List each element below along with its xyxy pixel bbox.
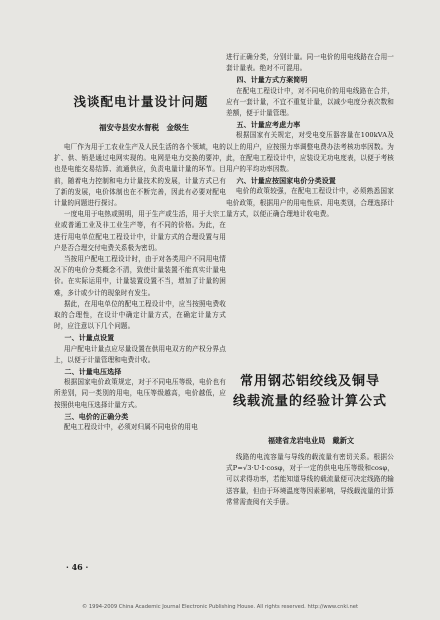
body-paragraph: 用户配电计量点应尽量设置在供用电双方的产权分界点上，以便于计量管理和电费计收。 (54, 344, 226, 364)
article2-title (226, 372, 394, 412)
section-heading: 五、计量应考虑力率 (236, 120, 301, 130)
body-paragraph: 根据国家有关规定，对受电变压器容量在100kVA及以上的用户，应按照力率调整电费办法考核功率因数。为此，在配电工程设计中，应装设无功电度表，以便于考核用户的平均功率因数。 (226, 131, 394, 174)
article2-title-line: 线载流量的经验计算公式 (232, 394, 387, 409)
article2-title-line: 常用钢芯铝绞线及铜导 (239, 374, 380, 389)
section-heading: 三、电价的正确分类 (64, 411, 129, 421)
article-title: 浅谈配电计量设计问题 (73, 94, 209, 109)
body-paragraph: 进行正确分类，分别计量。同一电价的用电线路在合用一套计量表。绝对不可混用。 (226, 53, 394, 73)
copyright-footer: © 1994-2009 China Academic Journal Electronic Publishing House. All rights reserved. http://www.cnki.net (82, 604, 358, 610)
section-heading: 二、计量电压选择 (64, 367, 122, 377)
section-heading: 一、计量点设置 (64, 333, 115, 343)
right-column-top (226, 52, 394, 220)
section-heading: 六、计量应按国家电价分类设置 (236, 176, 336, 186)
article2-author: 福建省龙岩电业局 戴新文 (267, 436, 355, 445)
body-paragraph: 线路的电流容量与导线的载流量有密切关系。根据公式P=√3·U·I·cosφ，对于一定的供电电压等级和cosφ，可以求得功率，若能知道导线的载流量便可决定线路的输送容量，但由于环境温度等因素影响，导线载流量的计算常常需查阅有关手册。 (226, 453, 394, 506)
body-paragraph: 电价的政策较强，在配电工程设计中，必须熟悉国家电价政策，根据用户的用电性质、用电类别，合理选择计量方式，以便正确合理地计收电费。 (226, 187, 394, 218)
body-paragraph: 据此，在用电单位的配电工程设计中，应当按照电费收取的合理性，在设计中确定计量方式，在确定计量方式时，应注意以下几个问题。 (54, 299, 226, 331)
body-paragraph: 一度电用于电热或照明，用于生产或生活，用于大宗工业或普通工业及非工业生产等，有不同的价格。为此，在进行用电单位配电工程设计中，计量方式的合理设置与用户是否合理交付电费关系极为密切。 (54, 210, 226, 252)
body-paragraph: 当按用户配电工程设计时，由于对各类用户不同用电情况下的电价分类概念不清，致使计量装置不能真实计量电价。在实际运用中，计量装置设置不当，增加了计量的困难，多计或少计的现象时有发生。 (54, 255, 226, 297)
section-heading: 四、计量方式方案简明 (236, 75, 308, 85)
body-paragraph: 电厂作为用于工农业生产及人民生活的各个领域，电的扩、供、销是通过电网实现的。电网是电力交换的要冲，也是电能交易结算、流通供应，负责电量计量的环节。目前，随着电力控制和电力计量技术的发展，计量方式已有了新的发展，电价体制也在不断完善，因此有必要对配电计量的问题进行探讨。 (54, 143, 226, 208)
left-column (54, 142, 226, 433)
page-number: · 46 · (66, 562, 89, 572)
body-paragraph: 配电工程设计中，必须对归属不同电价的用电 (63, 423, 198, 432)
body-paragraph: 根据国家电价政策规定，对于不同电压等级，电价也有所差别，同一类别的用电，电压等级越高，电价越低，应按照供电电压选择计量方式。 (54, 378, 226, 409)
article2-body (226, 452, 394, 508)
body-paragraph: 在配电工程设计中，对不同电价的用电线路在合并，应有一套计量，不宜不重复计量，以减少电度分表次数和差额，便于计量管理。 (226, 86, 394, 118)
article-author: 福安寺县安水督税 金级生 (99, 123, 189, 132)
